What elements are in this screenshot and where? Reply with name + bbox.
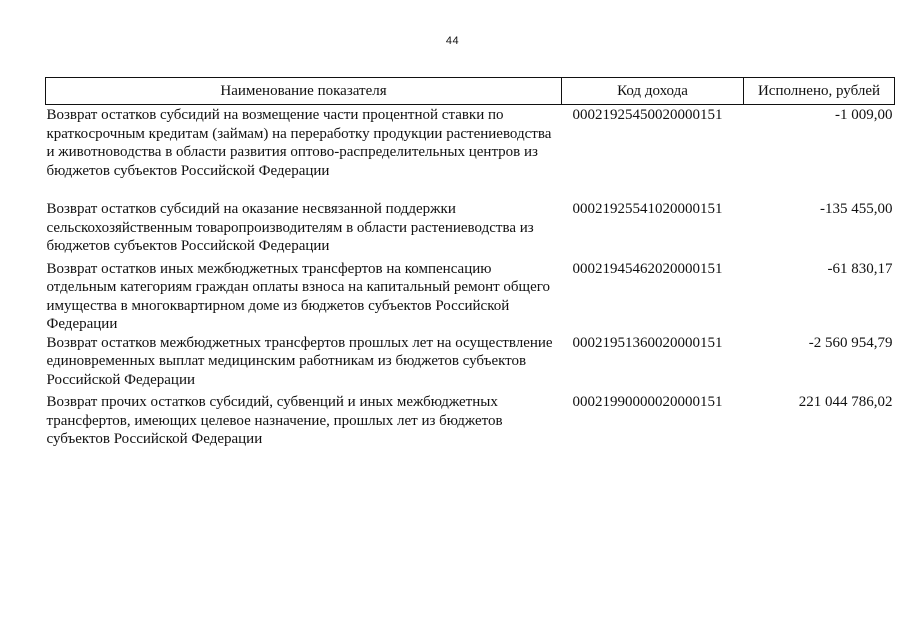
row-revenue-code: 00021945462020000151 [572,260,723,277]
row-executed-amount: -1 009,00 [835,107,893,123]
row-executed-amount: 221 044 786,02 [798,394,893,410]
row-revenue-code: 00021925541020000151 [572,201,723,217]
row-revenue-code: 00021990000020000151 [572,394,723,410]
header-revenue-code: Код дохода [562,78,744,105]
table-row [46,105,895,201]
table-row [46,200,895,260]
row-indicator-name: Возврат прочих остатков субсидий, субвенций и иных межбюджетных трансфертов, имеющих целевое назначение, прошлых лет из бюджетов субъектов Российской Федерации [46,394,503,447]
row-indicator-name: Возврат остатков субсидий на возмещение части процентной ставки по краткосрочным кредитам (займам) на переработку продукции растениеводства и животноводства в области развития оптово-распределительных центров из бюджетов субъектов Российской Федерации [46,107,552,179]
header-indicator-name: Наименование показателя [46,78,562,105]
row-executed-amount: -135 455,00 [820,201,893,217]
row-indicator-name: Возврат остатков субсидий на оказание несвязанной поддержки сельскохозяйственным товаропроизводителям в области растениеводства из бюджетов субъектов Российской Федерации [46,201,534,254]
table-row [46,334,895,394]
revenue-table [45,77,895,449]
row-executed-amount: -61 830,17 [827,260,893,277]
table-row [46,260,895,334]
table-header-row [46,78,895,105]
page-number: 44 [445,35,460,47]
row-revenue-code: 00021925450020000151 [572,107,723,123]
row-revenue-code: 00021951360020000151 [572,334,723,351]
row-indicator-name: Возврат остатков иных межбюджетных трансфертов на компенсацию отдельным категориям граждан оплаты взноса на капитальный ремонт общего имущества в многоквартирном доме из бюджетов субъектов Российской Федерации [46,260,551,332]
table-row [46,393,895,449]
row-indicator-name: Возврат остатков межбюджетных трансфертов прошлых лет на осуществление единовременных выплат медицинским работникам из бюджетов субъектов Российской Федерации [46,334,553,388]
row-executed-amount: -2 560 954,79 [808,334,893,351]
header-executed-amount: Исполнено, рублей [744,78,895,105]
